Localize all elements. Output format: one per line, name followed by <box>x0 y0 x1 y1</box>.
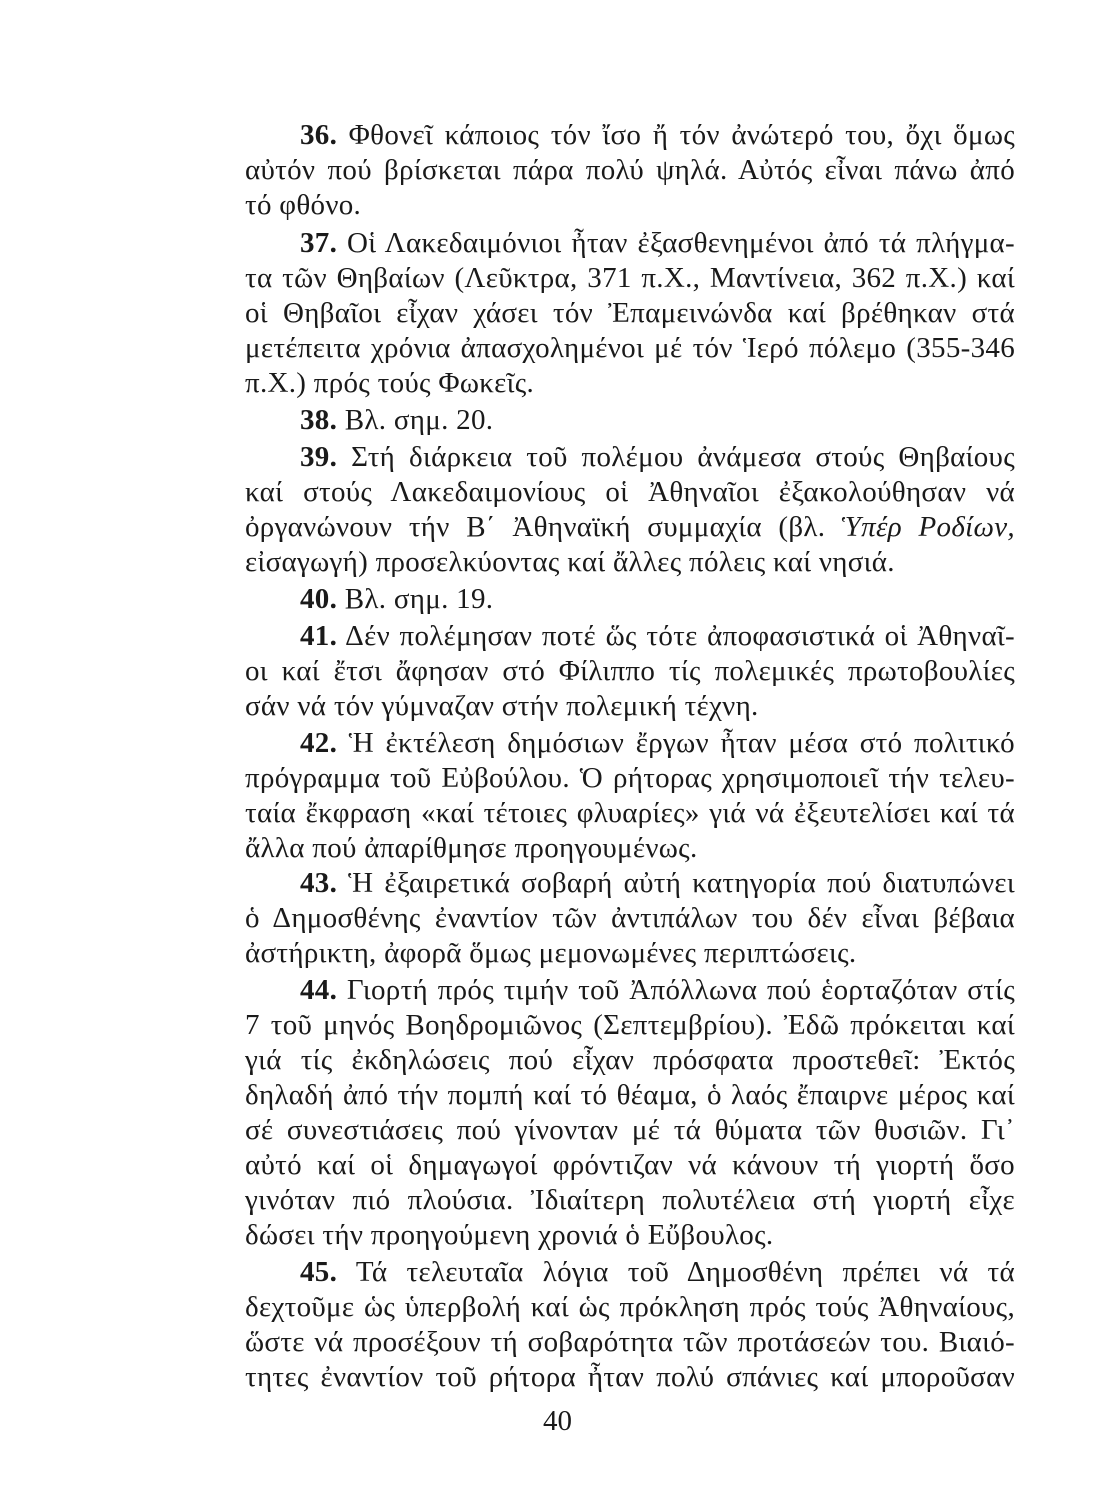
note-43-line-1: 43. Ἡ ἐξαιρετικά σοβαρή αὐτή κατηγορία πού διατυπώνει <box>300 867 1015 899</box>
note-41-line-1: 41. Δέν πολέμησαν ποτέ ὥς τότε ἀποφασιστικά οἱ Ἀθηναῖ- <box>300 620 1015 652</box>
note-number: 40. <box>300 583 338 615</box>
note-39-line-2: καί στούς Λακεδαιμονίους οἱ Ἀθηναῖοι ἐξακολούθησαν νά <box>245 476 1015 508</box>
note-number: 44. <box>300 974 338 1006</box>
note-36-line-2: αὐτόν πού βρίσκεται πάρα πολύ ψηλά. Αὐτός εἶναι πάνω ἀπό <box>245 154 1015 186</box>
page-number: 40 <box>543 1405 572 1437</box>
note-43-line-2: ὁ Δημοσθένης ἐναντίον τῶν ἀντιπάλων του δέν εἶναι βέβαια <box>245 902 1015 934</box>
note-number: 42. <box>300 727 338 759</box>
note-number: 43. <box>300 867 338 899</box>
note-37-line-2: τα τῶν Θηβαίων (Λεῦκτρα, 371 π.Χ., Μαντίνεια, 362 π.Χ.) καί <box>245 262 1015 294</box>
note-42-line-1: 42. Ἡ ἐκτέλεση δημόσιων ἔργων ἦταν μέσα στό πολιτικό <box>300 727 1015 759</box>
note-39-line-4: εἰσαγωγή) προσελκύοντας καί ἄλλες πόλεις καί νησιά. <box>245 546 895 578</box>
note-45-line-3: ὥστε νά προσέξουν τή σοβαρότητα τῶν προτάσεών του. Βιαιό- <box>245 1326 1015 1358</box>
note-40-line-1: 40. Βλ. σημ. 19. <box>300 583 494 615</box>
note-37-line-3: οἱ Θηβαῖοι εἶχαν χάσει τόν Ἐπαμεινώνδα καί βρέθηκαν στά <box>245 297 1015 329</box>
note-44-line-5: σέ συνεστιάσεις πού γίνονταν μέ τά θύματα τῶν θυσιῶν. Γι᾽ <box>245 1114 1015 1146</box>
note-44-line-8: δώσει τήν προηγούμενη χρονιά ὁ Εὔβουλος. <box>245 1219 774 1251</box>
note-number: 45. <box>300 1256 338 1288</box>
note-41-line-2: οι καί ἔτσι ἄφησαν στό Φίλιππο τίς πολεμικές πρωτοβουλίες <box>245 655 1015 687</box>
note-42-line-3: ταία ἔκφραση «καί τέτοιες φλυαρίες» γιά νά ἐξευτελίσει καί τά <box>245 797 1015 829</box>
note-number: 38. <box>300 404 338 436</box>
note-44-line-1: 44. Γιορτή πρός τιμήν τοῦ Ἀπόλλωνα πού ἑορταζόταν στίς <box>300 974 1015 1006</box>
note-44-line-4: δηλαδή ἀπό τήν πομπή καί τό θέαμα, ὁ λαός ἔπαιρνε μέρος καί <box>245 1079 1015 1111</box>
note-number: 36. <box>300 119 338 151</box>
note-37-line-4: μετέπειτα χρόνια ἀπασχολημένοι μέ τόν Ἱερό πόλεμο (355-346 <box>245 332 1015 364</box>
note-44-line-7: γινόταν πιό πλούσια. Ἰδιαίτερη πολυτέλεια στή γιορτή εἶχε <box>245 1184 1015 1216</box>
note-39-line-1: 39. Στή διάρκεια τοῦ πολέμου ἀνάμεσα στούς Θηβαίους <box>300 441 1015 473</box>
note-number: 37. <box>300 227 338 259</box>
note-36-line-3: τό φθόνο. <box>245 189 362 221</box>
note-45-line-1: 45. Τά τελευταῖα λόγια τοῦ Δημοσθένη πρέπει νά τά <box>300 1256 1015 1288</box>
note-41-line-3: σάν νά τόν γύμναζαν στήν πολεμική τέχνη. <box>245 690 759 722</box>
note-number: 39. <box>300 441 338 473</box>
note-36-line-1: 36. Φθονεῖ κάποιος τόν ἴσο ἤ τόν ἀνώτερό του, ὄχι ὅμως <box>300 119 1015 151</box>
note-43-line-3: ἀστήρικτη, ἀφορᾶ ὅμως μεμονωμένες περιπτώσεις. <box>245 937 857 969</box>
note-42-line-2: πρόγραμμα τοῦ Εὐβούλου. Ὁ ρήτορας χρησιμοποιεῖ τήν τελευ- <box>245 762 1015 794</box>
note-37-line-1: 37. Οἱ Λακεδαιμόνιοι ἦταν ἐξασθενημένοι ἀπό τά πλήγμα- <box>300 227 1015 259</box>
note-39-line-3: ὀργανώνουν τήν Β΄ Ἀθηναϊκή συμμαχία (βλ. Ὑπέρ Ροδίων, <box>245 511 1015 543</box>
note-44-line-6: αὐτό καί οἱ δημαγωγοί φρόντιζαν νά κάνουν τή γιορτή ὅσο <box>245 1149 1015 1181</box>
note-37-line-5: π.Χ.) πρός τούς Φωκεῖς. <box>245 367 535 399</box>
note-44-line-3: γιά τίς ἐκδηλώσεις πού εἶχαν πρόσφατα προστεθεῖ: Ἐκτός <box>245 1044 1015 1076</box>
note-45-line-4: τητες ἐναντίον τοῦ ρήτορα ἦταν πολύ σπάνιες καί μποροῦσαν <box>245 1361 1015 1393</box>
note-44-line-2: 7 τοῦ μηνός Βοηδρομιῶνος (Σεπτεμβρίου). Ἐδῶ πρόκειται καί <box>245 1009 1015 1041</box>
note-45-line-2: δεχτοῦμε ὡς ὑπερβολή καί ὡς πρόκληση πρός τούς Ἀθηναίους, <box>245 1291 1015 1323</box>
italic-reference: Ὑπέρ Ροδίων, <box>841 511 1015 543</box>
note-38-line-1: 38. Βλ. σημ. 20. <box>300 404 494 436</box>
note-number: 41. <box>300 620 338 652</box>
note-42-line-4: ἄλλα πού ἀπαρίθμησε προηγουμένως. <box>245 832 698 864</box>
